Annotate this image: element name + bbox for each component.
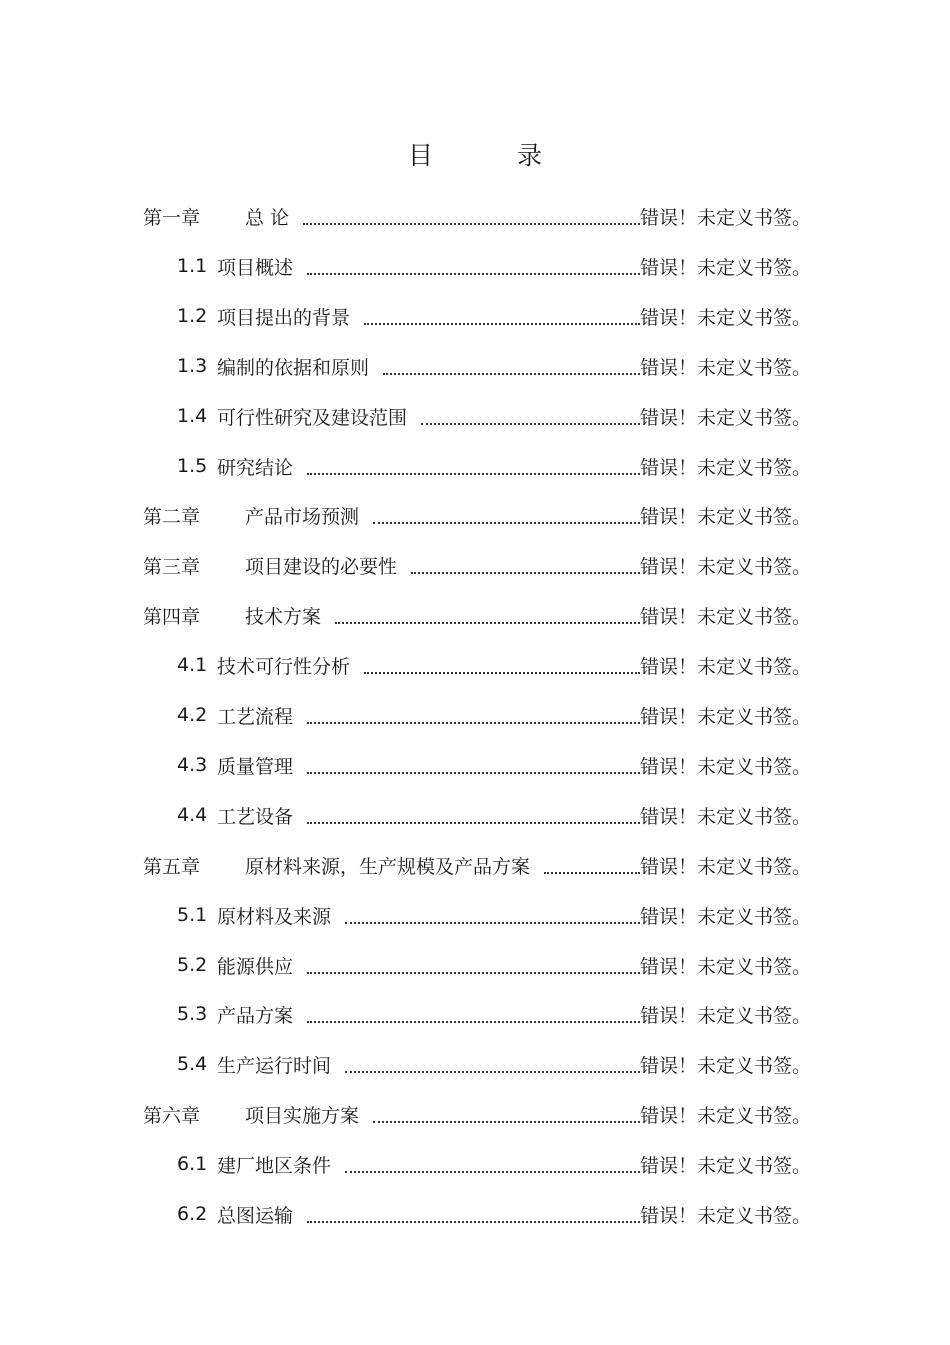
dot-leader — [544, 850, 640, 874]
toc-entry-label: 技术方案 — [245, 605, 322, 628]
toc-entry-number: 5.4 — [177, 1053, 208, 1075]
toc-entry-label: 项目建设的必要性 — [245, 555, 398, 578]
dot-leader — [307, 750, 640, 774]
toc-entry-label: 项目实施方案 — [245, 1104, 360, 1127]
toc-entry-number: 1.3 — [177, 355, 208, 377]
dot-leader — [307, 1199, 640, 1223]
toc-entry-number: 1.4 — [177, 405, 208, 427]
toc-entry-page-ref: 错误！未定义书签。 — [639, 306, 811, 329]
toc-entry-number: 第六章 — [143, 1104, 201, 1127]
toc-entry-page-ref: 错误！未定义书签。 — [639, 555, 811, 578]
dot-leader — [364, 650, 640, 674]
toc-entry[interactable] — [143, 201, 811, 231]
toc-entry[interactable] — [177, 750, 811, 780]
toc-entry-label: 工艺设备 — [217, 805, 294, 828]
toc-entry-page-ref: 错误！未定义书签。 — [639, 1204, 811, 1227]
toc-entry-label: 研究结论 — [217, 456, 294, 479]
toc-entry[interactable] — [177, 1199, 811, 1229]
toc-entry-label: 产品方案 — [217, 1004, 294, 1027]
toc-entry[interactable] — [177, 1049, 811, 1079]
toc-entry-number: 1.1 — [177, 255, 208, 277]
toc-entry-page-ref: 错误！未定义书签。 — [639, 805, 811, 828]
toc-entry-label: 产品市场预测 — [245, 505, 360, 528]
toc-entry-page-ref: 错误！未定义书签。 — [639, 256, 811, 279]
toc-entry-page-ref: 错误！未定义书签。 — [639, 955, 811, 978]
dot-leader — [421, 401, 640, 425]
toc-entry-number: 4.4 — [177, 804, 208, 826]
toc-entry-number: 4.1 — [177, 654, 208, 676]
toc-entry[interactable] — [177, 1149, 811, 1179]
dot-leader — [307, 700, 640, 724]
toc-entry-label: 建厂地区条件 — [217, 1154, 332, 1177]
dot-leader — [345, 900, 640, 924]
toc-entry[interactable] — [143, 850, 811, 880]
toc-entry-page-ref: 错误！未定义书签。 — [639, 605, 811, 628]
toc-entry-page-ref: 错误！未定义书签。 — [639, 505, 811, 528]
toc-entry[interactable] — [177, 900, 811, 930]
toc-entry-label: 原材料来源，生产规模及产品方案 — [245, 855, 531, 878]
toc-entry[interactable] — [177, 999, 811, 1029]
dot-leader — [383, 351, 640, 375]
toc-entry-number: 6.1 — [177, 1153, 208, 1175]
dot-leader — [307, 800, 640, 824]
toc-entry-label: 总 论 — [245, 206, 290, 229]
toc-entry-label: 项目提出的背景 — [217, 306, 351, 329]
toc-entry-number: 6.2 — [177, 1203, 208, 1225]
toc-entry-label: 编制的依据和原则 — [217, 356, 370, 379]
dot-leader — [411, 550, 640, 574]
toc-entry[interactable] — [177, 451, 811, 481]
toc-entry-page-ref: 错误！未定义书签。 — [639, 705, 811, 728]
dot-leader — [303, 201, 640, 225]
toc-entry-page-ref: 错误！未定义书签。 — [639, 456, 811, 479]
toc-entry-page-ref: 错误！未定义书签。 — [639, 905, 811, 928]
toc-entry-number: 第四章 — [143, 605, 201, 628]
toc-entry[interactable] — [177, 950, 811, 980]
toc-entry-label: 工艺流程 — [217, 705, 294, 728]
toc-entry[interactable] — [177, 650, 811, 680]
toc-entry-label: 可行性研究及建设范围 — [217, 406, 408, 429]
toc-entry-number: 5.3 — [177, 1003, 208, 1025]
toc-entry-page-ref: 错误！未定义书签。 — [639, 655, 811, 678]
toc-entry[interactable] — [177, 800, 811, 830]
toc-entry-number: 4.2 — [177, 704, 208, 726]
toc-entry-page-ref: 错误！未定义书签。 — [639, 1104, 811, 1127]
toc-entry-number: 第二章 — [143, 505, 201, 528]
dot-leader — [307, 999, 640, 1023]
toc-entry-number: 第三章 — [143, 555, 201, 578]
toc-entry-page-ref: 错误！未定义书签。 — [639, 855, 811, 878]
toc-entry-number: 1.5 — [177, 455, 208, 477]
toc-entry-page-ref: 错误！未定义书签。 — [639, 1154, 811, 1177]
toc-entry[interactable] — [143, 500, 811, 530]
toc-entry-number: 5.1 — [177, 904, 208, 926]
dot-leader — [307, 451, 640, 475]
toc-entry-number: 第一章 — [143, 206, 201, 229]
toc-entry-label: 总图运输 — [217, 1204, 294, 1227]
dot-leader — [307, 950, 640, 974]
toc-entry[interactable] — [143, 1099, 811, 1129]
dot-leader — [307, 251, 640, 275]
toc-entry[interactable] — [177, 301, 811, 331]
toc-entry[interactable] — [177, 351, 811, 381]
toc-entry-label: 技术可行性分析 — [217, 655, 351, 678]
toc-entry-label: 质量管理 — [217, 755, 294, 778]
toc-entry-page-ref: 错误！未定义书签。 — [639, 406, 811, 429]
toc-entry[interactable] — [177, 700, 811, 730]
toc-entry-number: 第五章 — [143, 855, 201, 878]
toc-entry-label: 原材料及来源 — [217, 905, 332, 928]
toc-entry-number: 5.2 — [177, 954, 208, 976]
toc-entry-number: 1.2 — [177, 305, 208, 327]
dot-leader — [345, 1149, 640, 1173]
dot-leader — [345, 1049, 640, 1073]
dot-leader — [373, 500, 640, 524]
toc-entry-label: 项目概述 — [217, 256, 294, 279]
dot-leader — [364, 301, 640, 325]
toc-entry-label: 生产运行时间 — [217, 1054, 332, 1077]
toc-entry-page-ref: 错误！未定义书签。 — [639, 356, 811, 379]
toc-title: 目 录 — [408, 141, 580, 170]
toc-entry-page-ref: 错误！未定义书签。 — [639, 1004, 811, 1027]
toc-entry-label: 能源供应 — [217, 955, 294, 978]
toc-entry-number: 4.3 — [177, 754, 208, 776]
dot-leader — [373, 1099, 640, 1123]
toc-entry[interactable] — [143, 600, 811, 630]
toc-entry[interactable] — [177, 251, 811, 281]
toc-entry[interactable] — [177, 401, 811, 431]
toc-entry[interactable] — [143, 550, 811, 580]
toc-entry-page-ref: 错误！未定义书签。 — [639, 206, 811, 229]
toc-entry-page-ref: 错误！未定义书签。 — [639, 1054, 811, 1077]
dot-leader — [335, 600, 640, 624]
toc-entry-page-ref: 错误！未定义书签。 — [639, 755, 811, 778]
